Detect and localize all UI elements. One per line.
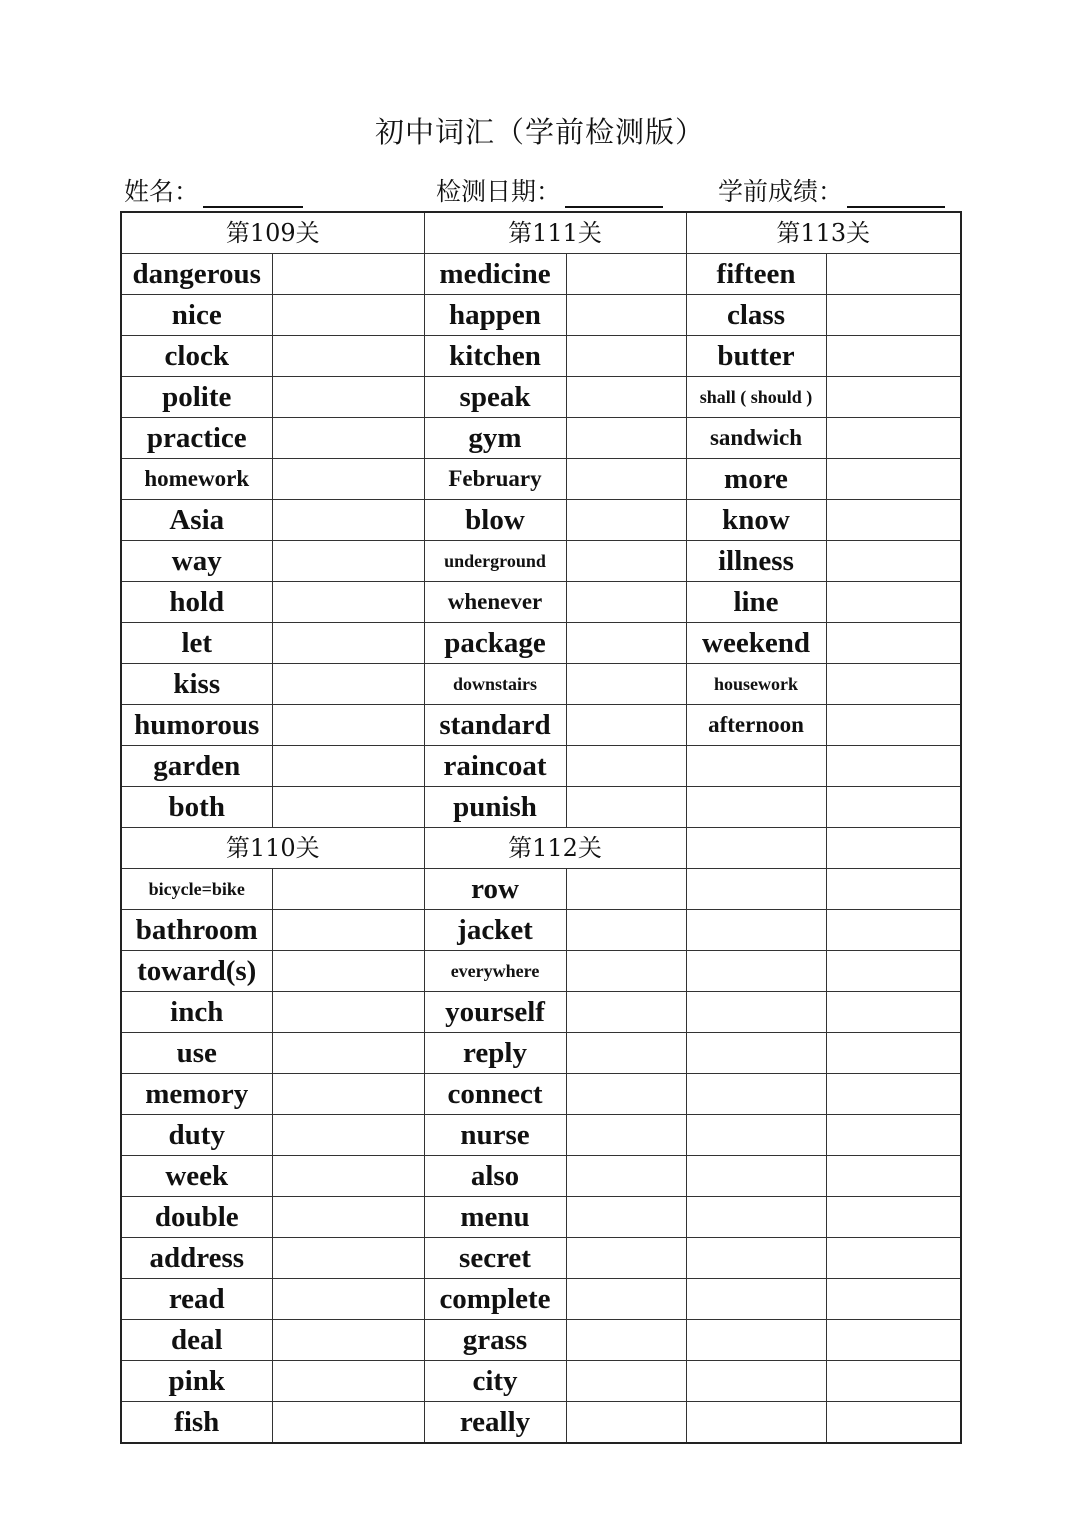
- answer-cell[interactable]: [272, 705, 424, 746]
- answer-cell[interactable]: [272, 254, 424, 295]
- vocabulary-table: [120, 211, 962, 1444]
- answer-cell[interactable]: [826, 869, 961, 910]
- score-blank[interactable]: [847, 180, 945, 208]
- answer-cell[interactable]: [272, 1238, 424, 1279]
- answer-cell[interactable]: [272, 1402, 424, 1444]
- word-cell: raincoat: [424, 746, 566, 787]
- table-row: [121, 1238, 961, 1279]
- answer-cell[interactable]: [566, 1279, 686, 1320]
- word-cell: downstairs: [424, 664, 566, 705]
- word-cell: inch: [121, 992, 272, 1033]
- name-blank[interactable]: [203, 180, 303, 208]
- date-label: 检测日期：: [436, 177, 562, 206]
- answer-cell[interactable]: [272, 992, 424, 1033]
- answer-cell[interactable]: [272, 500, 424, 541]
- answer-cell[interactable]: [826, 910, 961, 951]
- answer-cell[interactable]: [826, 1238, 961, 1279]
- word-cell: really: [424, 1402, 566, 1444]
- answer-cell[interactable]: [826, 336, 961, 377]
- answer-cell[interactable]: [566, 1115, 686, 1156]
- answer-cell[interactable]: [566, 418, 686, 459]
- date-blank[interactable]: [565, 180, 663, 208]
- answer-cell[interactable]: [566, 1074, 686, 1115]
- table-row: [121, 1320, 961, 1361]
- table-row: [121, 377, 961, 418]
- word-cell: shall ( should ): [686, 377, 826, 418]
- word-cell: clock: [121, 336, 272, 377]
- answer-cell[interactable]: [272, 582, 424, 623]
- answer-cell[interactable]: [826, 664, 961, 705]
- word-cell: connect: [424, 1074, 566, 1115]
- answer-cell[interactable]: [272, 377, 424, 418]
- table-row: [121, 541, 961, 582]
- table-row: [121, 582, 961, 623]
- table-row: [121, 1402, 961, 1444]
- answer-cell[interactable]: [566, 1238, 686, 1279]
- table-row: [121, 746, 961, 787]
- answer-cell[interactable]: [826, 1115, 961, 1156]
- empty-word-cell: [686, 1320, 826, 1361]
- word-cell: city: [424, 1361, 566, 1402]
- table-row: [121, 1074, 961, 1115]
- answer-cell[interactable]: [826, 1320, 961, 1361]
- table-row: [121, 1033, 961, 1074]
- word-cell: underground: [424, 541, 566, 582]
- word-cell: both: [121, 787, 272, 828]
- word-cell: row: [424, 869, 566, 910]
- word-cell: fish: [121, 1402, 272, 1444]
- answer-cell[interactable]: [272, 951, 424, 992]
- word-cell: fifteen: [686, 254, 826, 295]
- answer-cell[interactable]: [826, 1033, 961, 1074]
- table-row: [121, 1156, 961, 1197]
- answer-cell[interactable]: [566, 336, 686, 377]
- section-header: 第109关: [121, 212, 424, 254]
- answer-cell[interactable]: [826, 1361, 961, 1402]
- word-cell: reply: [424, 1033, 566, 1074]
- answer-cell[interactable]: [272, 1320, 424, 1361]
- empty-word-cell: [686, 869, 826, 910]
- table-row: [121, 869, 961, 910]
- word-cell: nurse: [424, 1115, 566, 1156]
- answer-cell[interactable]: [272, 1361, 424, 1402]
- answer-cell[interactable]: [566, 1361, 686, 1402]
- word-cell: everywhere: [424, 951, 566, 992]
- answer-cell[interactable]: [566, 664, 686, 705]
- table-row: [121, 500, 961, 541]
- answer-cell[interactable]: [826, 787, 961, 828]
- answer-cell[interactable]: [272, 1033, 424, 1074]
- empty-word-cell: [686, 1238, 826, 1279]
- answer-cell[interactable]: [272, 1197, 424, 1238]
- answer-cell[interactable]: [272, 336, 424, 377]
- table-row: [121, 1279, 961, 1320]
- word-cell: week: [121, 1156, 272, 1197]
- table-row: [121, 336, 961, 377]
- word-cell: speak: [424, 377, 566, 418]
- answer-cell[interactable]: [566, 582, 686, 623]
- word-cell: kitchen: [424, 336, 566, 377]
- answer-cell[interactable]: [566, 951, 686, 992]
- empty-word-cell: [686, 828, 826, 869]
- answer-cell[interactable]: [566, 500, 686, 541]
- answer-cell[interactable]: [272, 787, 424, 828]
- answer-cell[interactable]: [566, 705, 686, 746]
- answer-cell[interactable]: [566, 1402, 686, 1444]
- table-row: [121, 459, 961, 500]
- word-cell: whenever: [424, 582, 566, 623]
- date-field: [436, 172, 663, 208]
- word-cell: butter: [686, 336, 826, 377]
- word-cell: double: [121, 1197, 272, 1238]
- empty-word-cell: [686, 787, 826, 828]
- answer-cell[interactable]: [272, 459, 424, 500]
- answer-cell[interactable]: [566, 459, 686, 500]
- word-cell: memory: [121, 1074, 272, 1115]
- answer-cell[interactable]: [826, 377, 961, 418]
- answer-cell[interactable]: [272, 1115, 424, 1156]
- word-cell: bathroom: [121, 910, 272, 951]
- word-cell: sandwich: [686, 418, 826, 459]
- word-cell: homework: [121, 459, 272, 500]
- word-cell: toward(s): [121, 951, 272, 992]
- word-cell: polite: [121, 377, 272, 418]
- table-row: [121, 1115, 961, 1156]
- answer-cell[interactable]: [826, 705, 961, 746]
- answer-cell[interactable]: [826, 541, 961, 582]
- word-cell: standard: [424, 705, 566, 746]
- answer-cell[interactable]: [826, 1402, 961, 1444]
- answer-cell[interactable]: [272, 664, 424, 705]
- empty-word-cell: [686, 1033, 826, 1074]
- answer-cell[interactable]: [272, 1074, 424, 1115]
- table-row: [121, 1197, 961, 1238]
- word-cell: use: [121, 1033, 272, 1074]
- word-cell: secret: [424, 1238, 566, 1279]
- word-cell: afternoon: [686, 705, 826, 746]
- word-cell: nice: [121, 295, 272, 336]
- answer-cell[interactable]: [272, 869, 424, 910]
- table-row: [121, 1361, 961, 1402]
- table-row: [121, 787, 961, 828]
- table-row: [121, 951, 961, 992]
- table-row: [121, 418, 961, 459]
- word-cell: February: [424, 459, 566, 500]
- word-cell: jacket: [424, 910, 566, 951]
- name-label: 姓名：: [124, 177, 200, 206]
- answer-cell[interactable]: [566, 1033, 686, 1074]
- score-field: [718, 172, 945, 208]
- word-cell: know: [686, 500, 826, 541]
- word-cell: housework: [686, 664, 826, 705]
- word-cell: way: [121, 541, 272, 582]
- word-cell: yourself: [424, 992, 566, 1033]
- word-cell: let: [121, 623, 272, 664]
- answer-cell[interactable]: [272, 623, 424, 664]
- empty-word-cell: [686, 992, 826, 1033]
- table-row: [121, 664, 961, 705]
- answer-cell[interactable]: [826, 951, 961, 992]
- word-cell: menu: [424, 1197, 566, 1238]
- answer-cell[interactable]: [826, 1156, 961, 1197]
- answer-cell[interactable]: [826, 418, 961, 459]
- answer-cell[interactable]: [826, 1279, 961, 1320]
- answer-cell[interactable]: [272, 746, 424, 787]
- word-cell: kiss: [121, 664, 272, 705]
- answer-cell[interactable]: [826, 459, 961, 500]
- section-header: 第110关: [121, 828, 424, 869]
- word-cell: punish: [424, 787, 566, 828]
- table-row: [121, 295, 961, 336]
- word-cell: weekend: [686, 623, 826, 664]
- answer-cell[interactable]: [826, 295, 961, 336]
- answer-cell[interactable]: [826, 582, 961, 623]
- word-cell: package: [424, 623, 566, 664]
- answer-cell[interactable]: [826, 1197, 961, 1238]
- word-cell: practice: [121, 418, 272, 459]
- word-cell: gym: [424, 418, 566, 459]
- section-header: 第113关: [686, 212, 961, 254]
- page-title: 初中词汇（学前检测版）: [374, 115, 705, 149]
- table-row: [121, 910, 961, 951]
- word-cell: Asia: [121, 500, 272, 541]
- answer-cell[interactable]: [566, 254, 686, 295]
- word-cell: bicycle=bike: [121, 869, 272, 910]
- word-cell: garden: [121, 746, 272, 787]
- answer-cell[interactable]: [826, 623, 961, 664]
- table-row: [121, 254, 961, 295]
- word-cell: duty: [121, 1115, 272, 1156]
- answer-cell[interactable]: [566, 295, 686, 336]
- empty-word-cell: [686, 1115, 826, 1156]
- empty-word-cell: [686, 1402, 826, 1444]
- table-row: [121, 992, 961, 1033]
- word-cell: deal: [121, 1320, 272, 1361]
- table-row: [121, 623, 961, 664]
- word-cell: hold: [121, 582, 272, 623]
- answer-cell[interactable]: [566, 1320, 686, 1361]
- score-label: 学前成绩：: [718, 177, 844, 206]
- answer-cell[interactable]: [566, 787, 686, 828]
- answer-cell[interactable]: [826, 992, 961, 1033]
- answer-cell[interactable]: [272, 1279, 424, 1320]
- answer-cell[interactable]: [272, 295, 424, 336]
- answer-cell[interactable]: [566, 910, 686, 951]
- empty-word-cell: [686, 1074, 826, 1115]
- answer-cell[interactable]: [826, 500, 961, 541]
- empty-word-cell: [686, 1361, 826, 1402]
- header-row: [121, 828, 961, 869]
- word-cell: humorous: [121, 705, 272, 746]
- empty-word-cell: [686, 1279, 826, 1320]
- answer-cell[interactable]: [566, 992, 686, 1033]
- word-cell: class: [686, 295, 826, 336]
- vocabulary-table-body: [121, 212, 961, 1443]
- table-row: [121, 705, 961, 746]
- answer-cell[interactable]: [826, 828, 961, 869]
- word-cell: blow: [424, 500, 566, 541]
- word-cell: dangerous: [121, 254, 272, 295]
- answer-cell[interactable]: [272, 418, 424, 459]
- empty-word-cell: [686, 951, 826, 992]
- section-header: 第111关: [424, 212, 686, 254]
- word-cell: grass: [424, 1320, 566, 1361]
- answer-cell[interactable]: [566, 541, 686, 582]
- empty-word-cell: [686, 746, 826, 787]
- word-cell: complete: [424, 1279, 566, 1320]
- answer-cell[interactable]: [826, 254, 961, 295]
- answer-cell[interactable]: [566, 623, 686, 664]
- name-field: [124, 172, 303, 208]
- answer-cell[interactable]: [826, 1074, 961, 1115]
- answer-cell[interactable]: [566, 869, 686, 910]
- empty-word-cell: [686, 1156, 826, 1197]
- answer-cell[interactable]: [566, 746, 686, 787]
- word-cell: also: [424, 1156, 566, 1197]
- word-cell: more: [686, 459, 826, 500]
- word-cell: read: [121, 1279, 272, 1320]
- answer-cell[interactable]: [566, 377, 686, 418]
- empty-word-cell: [686, 910, 826, 951]
- empty-word-cell: [686, 1197, 826, 1238]
- header-row: [121, 212, 961, 254]
- answer-cell[interactable]: [826, 746, 961, 787]
- word-cell: happen: [424, 295, 566, 336]
- answer-cell[interactable]: [272, 1156, 424, 1197]
- section-header: 第112关: [424, 828, 686, 869]
- word-cell: illness: [686, 541, 826, 582]
- answer-cell[interactable]: [566, 1156, 686, 1197]
- word-cell: pink: [121, 1361, 272, 1402]
- word-cell: address: [121, 1238, 272, 1279]
- word-cell: medicine: [424, 254, 566, 295]
- word-cell: line: [686, 582, 826, 623]
- answer-cell[interactable]: [566, 1197, 686, 1238]
- answer-cell[interactable]: [272, 910, 424, 951]
- answer-cell[interactable]: [272, 541, 424, 582]
